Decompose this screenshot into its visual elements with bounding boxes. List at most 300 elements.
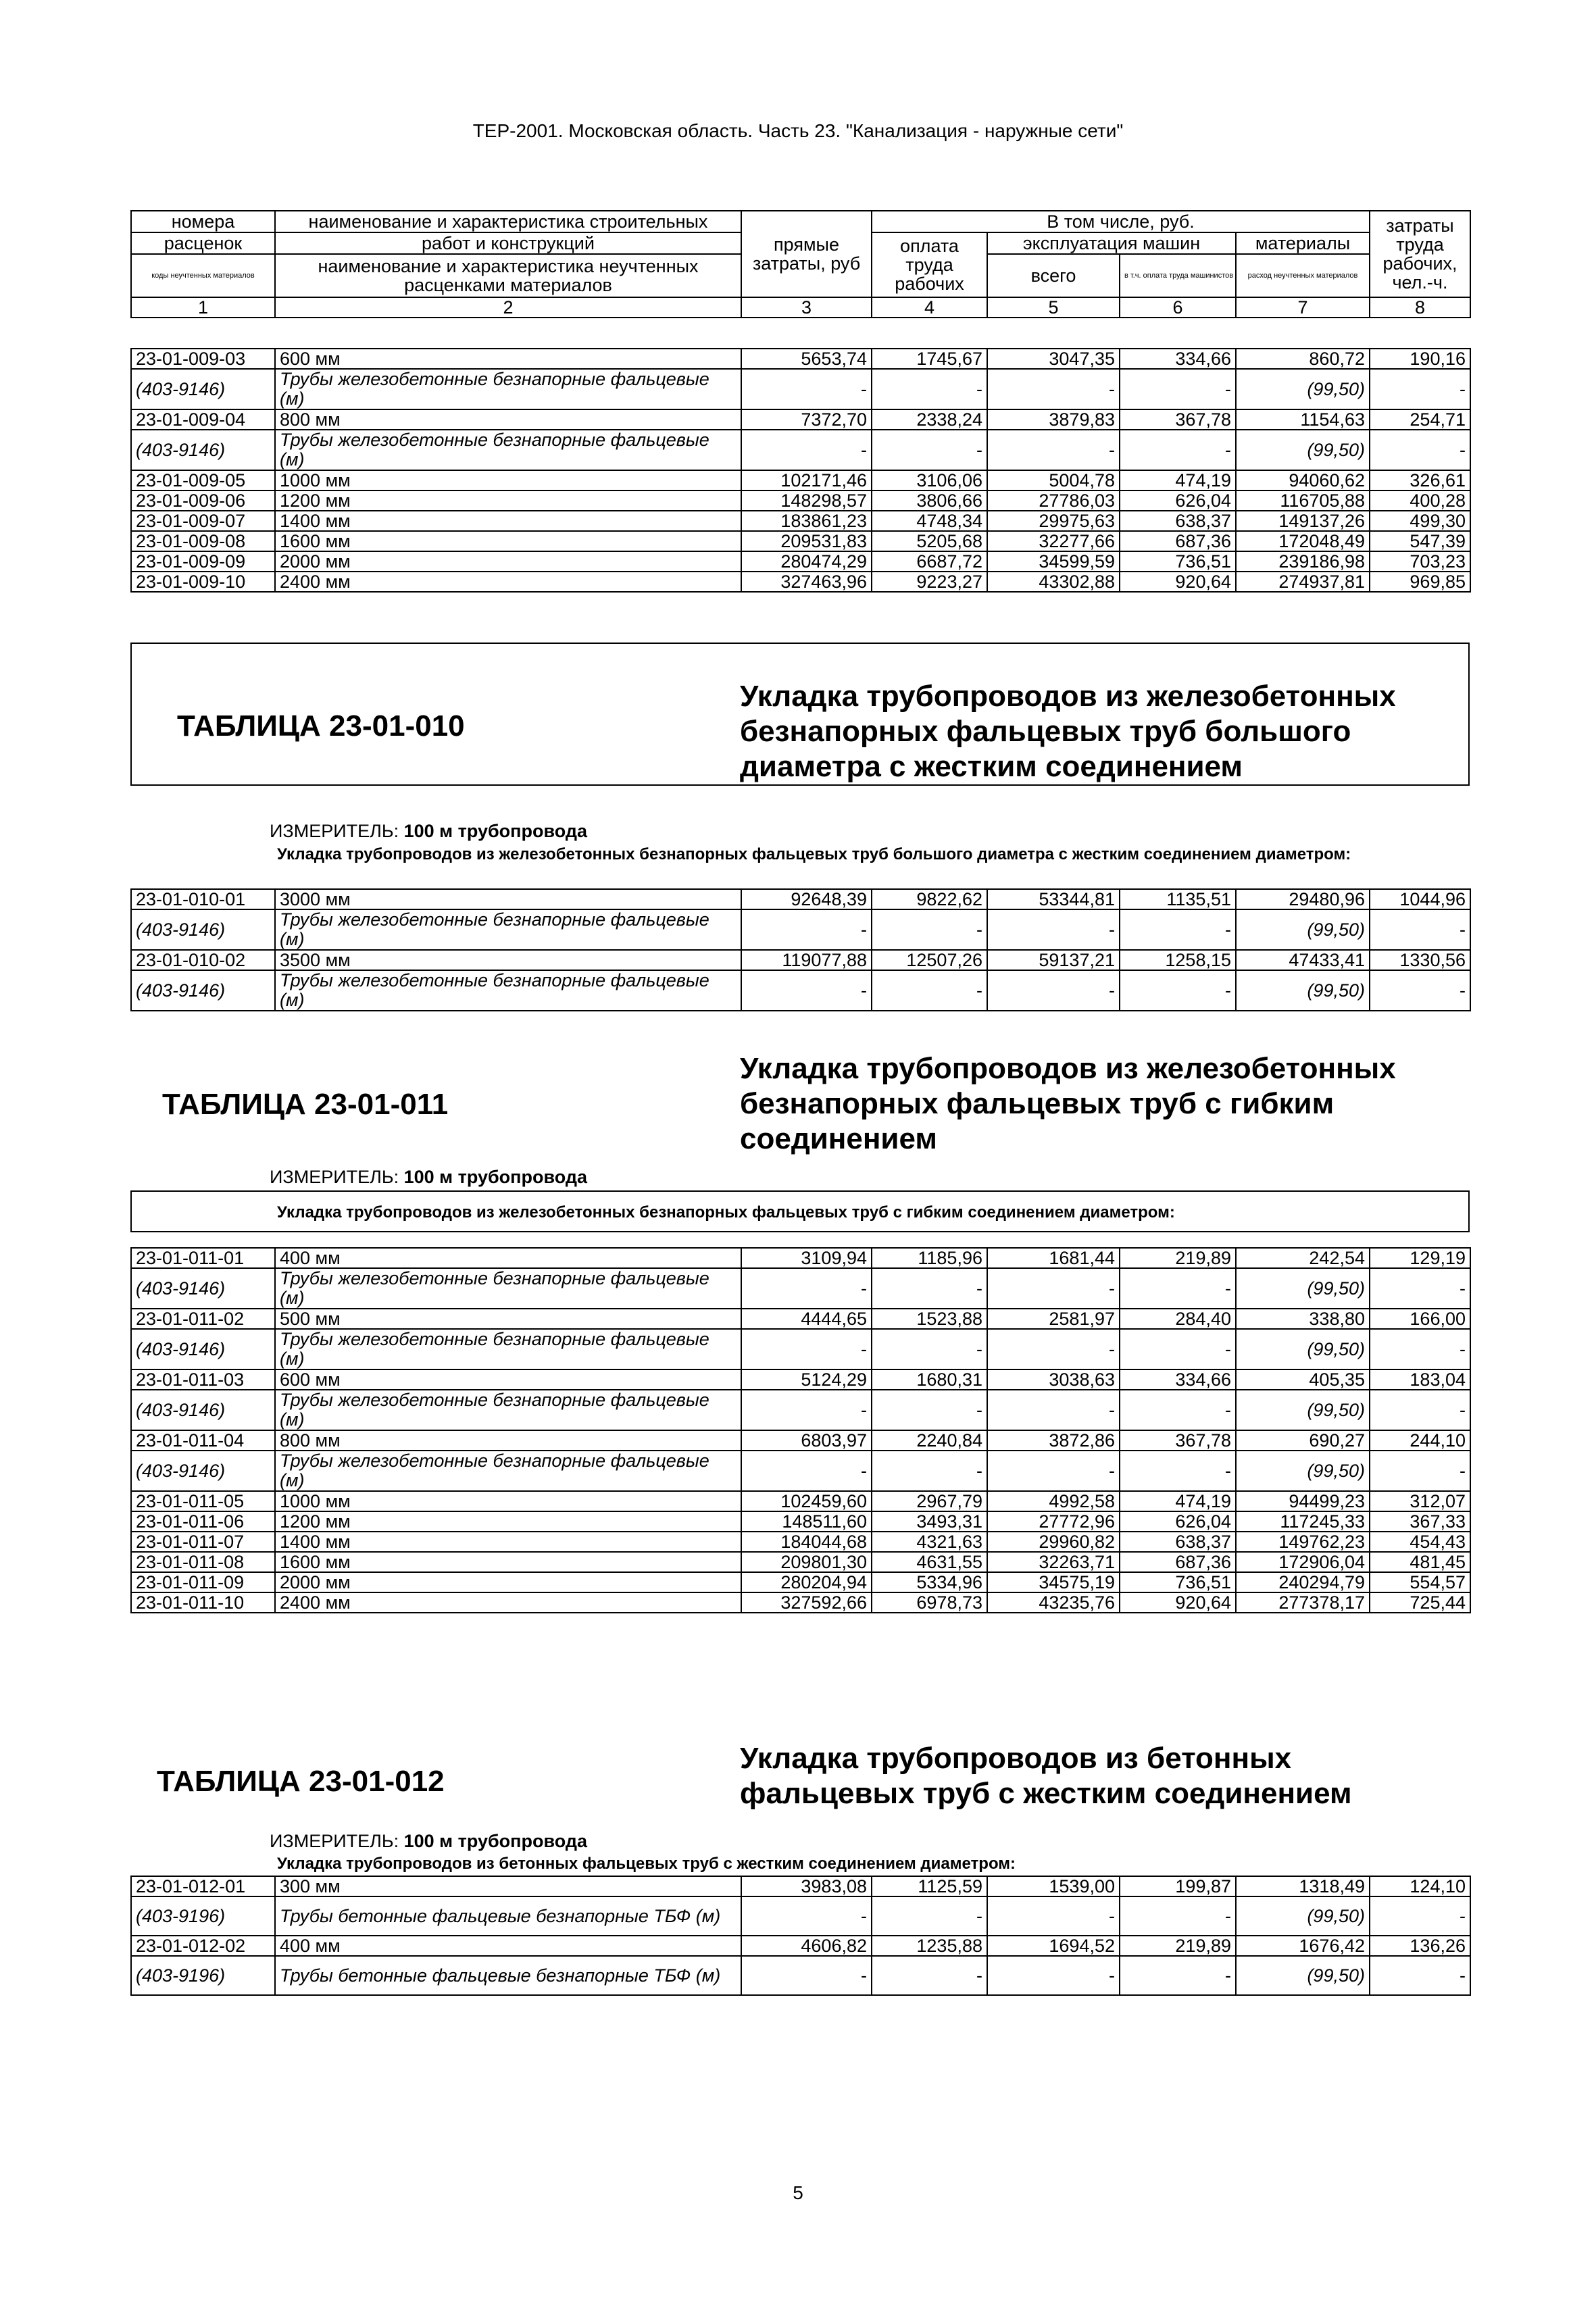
- table-row: [131, 491, 1470, 511]
- labor-hours: 454,43: [1370, 1532, 1470, 1552]
- labor-hours: 166,00: [1370, 1309, 1470, 1329]
- meter-label: ИЗМЕРИТЕЛЬ:: [270, 821, 399, 841]
- col-machines: эксплуатация машин: [987, 232, 1236, 254]
- rate-code: 23-01-009-08: [131, 531, 275, 551]
- table-row: [131, 551, 1470, 572]
- dash-cell: -: [741, 970, 872, 1011]
- col-num: 1: [131, 297, 275, 318]
- material-qty: (99,50): [1236, 430, 1370, 470]
- dash-cell: -: [987, 1329, 1120, 1369]
- col-num: 7: [1236, 297, 1370, 318]
- material-name: Трубы железобетонные безнапорные фальцевые (м): [275, 430, 741, 470]
- machine-cost: 1694,52: [987, 1936, 1120, 1956]
- work-name: 800 мм: [275, 409, 741, 430]
- work-name: 1400 мм: [275, 511, 741, 531]
- material-qty: (99,50): [1236, 1268, 1370, 1309]
- material-qty: (99,50): [1236, 1451, 1370, 1491]
- table-row: [131, 1876, 1470, 1896]
- material-qty: (99,50): [1236, 970, 1370, 1011]
- work-name: 300 мм: [275, 1876, 741, 1896]
- work-name: 2400 мм: [275, 572, 741, 592]
- machinist-pay: 626,04: [1120, 1511, 1236, 1532]
- dash-cell: -: [741, 1451, 872, 1491]
- rate-code: 23-01-011-06: [131, 1511, 275, 1532]
- machinist-pay: 367,78: [1120, 409, 1236, 430]
- machinist-pay: 920,64: [1120, 1592, 1236, 1613]
- dash-cell: -: [987, 1390, 1120, 1430]
- col-code-top: номера: [131, 211, 275, 232]
- labor-hours: 326,61: [1370, 470, 1470, 491]
- material-code: (403-9146): [131, 909, 275, 950]
- work-name: 1600 мм: [275, 1552, 741, 1572]
- col-mat-small: расход неучтенных материалов: [1236, 254, 1370, 297]
- material-qty: (99,50): [1236, 1329, 1370, 1369]
- rate-code: 23-01-011-04: [131, 1430, 275, 1451]
- machinist-pay: 638,37: [1120, 511, 1236, 531]
- material-cost: 1154,63: [1236, 409, 1370, 430]
- material-qty: (99,50): [1236, 1390, 1370, 1430]
- dash-cell: -: [741, 1390, 872, 1430]
- labor-pay: 3106,06: [872, 470, 987, 491]
- rate-code: 23-01-011-01: [131, 1248, 275, 1268]
- machinist-pay: 284,40: [1120, 1309, 1236, 1329]
- table-row: [131, 1936, 1470, 1956]
- dash-cell: -: [1370, 970, 1470, 1011]
- section-011-label: ТАБЛИЦА 23-01-011: [162, 1088, 449, 1121]
- material-code: (403-9146): [131, 1451, 275, 1491]
- labor-pay: 6978,73: [872, 1592, 987, 1613]
- machine-cost: 53344,81: [987, 889, 1120, 909]
- machine-cost: 1681,44: [987, 1248, 1120, 1268]
- rate-code: 23-01-009-06: [131, 491, 275, 511]
- dash-cell: -: [1370, 1329, 1470, 1369]
- material-row: [131, 909, 1470, 950]
- table-row: [131, 1309, 1470, 1329]
- material-row: [131, 369, 1470, 409]
- labor-hours: 190,16: [1370, 349, 1470, 369]
- dash-cell: -: [872, 970, 987, 1011]
- labor-pay: 9223,27: [872, 572, 987, 592]
- labor-pay: 1680,31: [872, 1369, 987, 1390]
- direct-cost: 4606,82: [741, 1936, 872, 1956]
- column-header-table: [130, 210, 1471, 318]
- work-name: 600 мм: [275, 349, 741, 369]
- dash-cell: -: [987, 1268, 1120, 1309]
- table-row: [131, 531, 1470, 551]
- machinist-pay: 219,89: [1120, 1248, 1236, 1268]
- direct-cost: 280204,94: [741, 1572, 872, 1592]
- section-012-subhead: Укладка трубопроводов из бетонных фальцевых труб с жестким соединением диаметром:: [277, 1855, 1016, 1873]
- rate-code: 23-01-009-03: [131, 349, 275, 369]
- machine-cost: 27772,96: [987, 1511, 1120, 1532]
- rate-code: 23-01-011-05: [131, 1491, 275, 1511]
- material-name: Трубы железобетонные безнапорные фальцевые (м): [275, 970, 741, 1011]
- machine-cost: 4992,58: [987, 1491, 1120, 1511]
- machine-cost: 3047,35: [987, 349, 1120, 369]
- material-cost: 1676,42: [1236, 1936, 1370, 1956]
- table-row: [131, 889, 1470, 909]
- dash-cell: -: [987, 1956, 1120, 1995]
- table-row: [131, 1572, 1470, 1592]
- labor-hours: 183,04: [1370, 1369, 1470, 1390]
- table-row: [131, 1552, 1470, 1572]
- material-code: (403-9196): [131, 1956, 275, 1995]
- machine-cost: 32277,66: [987, 531, 1120, 551]
- col-total: всего: [987, 254, 1120, 297]
- material-cost: 172048,49: [1236, 531, 1370, 551]
- machinist-pay: 1135,51: [1120, 889, 1236, 909]
- column-number-row: [131, 297, 1470, 318]
- labor-hours: 254,71: [1370, 409, 1470, 430]
- dash-cell: -: [741, 430, 872, 470]
- work-name: 1200 мм: [275, 1511, 741, 1532]
- material-code: (403-9146): [131, 1390, 275, 1430]
- rate-code: 23-01-011-02: [131, 1309, 275, 1329]
- col-name-low-1: наименование и характеристика неучтенных: [318, 256, 699, 276]
- direct-cost: 7372,70: [741, 409, 872, 430]
- rate-code: 23-01-009-09: [131, 551, 275, 572]
- work-name: 1000 мм: [275, 470, 741, 491]
- dash-cell: -: [987, 909, 1120, 950]
- machinist-pay: 334,66: [1120, 1369, 1236, 1390]
- table-23-01-012: [130, 1876, 1471, 1996]
- dash-cell: -: [1120, 1268, 1236, 1309]
- labor-hours: 481,45: [1370, 1552, 1470, 1572]
- material-cost: 172906,04: [1236, 1552, 1370, 1572]
- material-cost: 860,72: [1236, 349, 1370, 369]
- machine-cost: 34575,19: [987, 1572, 1120, 1592]
- dash-cell: -: [1120, 1329, 1236, 1369]
- meter-value: 100 м трубопровода: [403, 821, 587, 841]
- machinist-pay: 474,19: [1120, 1491, 1236, 1511]
- dash-cell: -: [872, 1896, 987, 1936]
- work-name: 400 мм: [275, 1248, 741, 1268]
- material-row: [131, 1956, 1470, 1995]
- dash-cell: -: [987, 970, 1120, 1011]
- material-name: Трубы железобетонные безнапорные фальцевые (м): [275, 1451, 741, 1491]
- dash-cell: -: [872, 1390, 987, 1430]
- work-name: 1200 мм: [275, 491, 741, 511]
- dash-cell: -: [872, 430, 987, 470]
- direct-cost: 5124,29: [741, 1369, 872, 1390]
- dash-cell: -: [1370, 909, 1470, 950]
- col-incl: В том числе, руб.: [872, 211, 1370, 232]
- material-cost: 405,35: [1236, 1369, 1370, 1390]
- work-name: 800 мм: [275, 1430, 741, 1451]
- material-qty: (99,50): [1236, 1896, 1370, 1936]
- machinist-pay: 1258,15: [1120, 950, 1236, 970]
- material-cost: 116705,88: [1236, 491, 1370, 511]
- work-name: 1000 мм: [275, 1491, 741, 1511]
- material-code: (403-9146): [131, 970, 275, 1011]
- section-012-title: Укладка трубопроводов из бетонных фальцевых труб с жестким соединением: [740, 1742, 1352, 1810]
- col-num: 8: [1370, 297, 1470, 318]
- labor-hours: 969,85: [1370, 572, 1470, 592]
- machine-cost: 43302,88: [987, 572, 1120, 592]
- material-cost: 94499,23: [1236, 1491, 1370, 1511]
- machinist-pay: 736,51: [1120, 551, 1236, 572]
- labor-pay: 1235,88: [872, 1936, 987, 1956]
- dash-cell: -: [1370, 1896, 1470, 1936]
- work-name: 3500 мм: [275, 950, 741, 970]
- section-010-subhead: Укладка трубопроводов из железобетонных безнапорных фальцевых труб большого диаметра с жестким соединением диаметром:: [277, 845, 1351, 863]
- material-name: Трубы железобетонные безнапорные фальцевые (м): [275, 369, 741, 409]
- material-cost: 149762,23: [1236, 1532, 1370, 1552]
- rate-code: 23-01-011-10: [131, 1592, 275, 1613]
- dash-cell: -: [872, 1956, 987, 1995]
- dash-cell: -: [987, 369, 1120, 409]
- rate-code: 23-01-010-01: [131, 889, 275, 909]
- col-num: 2: [275, 297, 741, 318]
- material-cost: 29480,96: [1236, 889, 1370, 909]
- dash-cell: -: [1370, 430, 1470, 470]
- col-pay: оплата труда рабочих: [872, 232, 987, 297]
- table-23-01-011: [130, 1247, 1471, 1613]
- machinist-pay: 199,87: [1120, 1876, 1236, 1896]
- labor-hours: 703,23: [1370, 551, 1470, 572]
- direct-cost: 6803,97: [741, 1430, 872, 1451]
- rate-code: 23-01-009-10: [131, 572, 275, 592]
- machine-cost: 34599,59: [987, 551, 1120, 572]
- labor-pay: 4321,63: [872, 1532, 987, 1552]
- col-incl-pay: в т.ч. оплата труда машинистов: [1120, 254, 1236, 297]
- material-row: [131, 1329, 1470, 1369]
- labor-pay: 1125,59: [872, 1876, 987, 1896]
- material-cost: 94060,62: [1236, 470, 1370, 491]
- table-row: [131, 409, 1470, 430]
- dash-cell: -: [1370, 1390, 1470, 1430]
- machine-cost: 59137,21: [987, 950, 1120, 970]
- table-row: [131, 950, 1470, 970]
- material-cost: 149137,26: [1236, 511, 1370, 531]
- dash-cell: -: [872, 1268, 987, 1309]
- labor-pay: 3806,66: [872, 491, 987, 511]
- labor-pay: 4631,55: [872, 1552, 987, 1572]
- labor-pay: 1185,96: [872, 1248, 987, 1268]
- machine-cost: 5004,78: [987, 470, 1120, 491]
- labor-pay: 6687,72: [872, 551, 987, 572]
- material-cost: 240294,79: [1236, 1572, 1370, 1592]
- labor-hours: 244,10: [1370, 1430, 1470, 1451]
- material-qty: (99,50): [1236, 369, 1370, 409]
- material-cost: 277378,17: [1236, 1592, 1370, 1613]
- work-name: 600 мм: [275, 1369, 741, 1390]
- machine-cost: 27786,03: [987, 491, 1120, 511]
- labor-hours: 1330,56: [1370, 950, 1470, 970]
- labor-hours: 400,28: [1370, 491, 1470, 511]
- material-code: (403-9146): [131, 1329, 275, 1369]
- labor-pay: 2338,24: [872, 409, 987, 430]
- section-011-title: Укладка трубопроводов из железобетонных безнапорных фальцевых труб с гибким соединением: [740, 1052, 1396, 1155]
- machinist-pay: 736,51: [1120, 1572, 1236, 1592]
- col-num: 6: [1120, 297, 1236, 318]
- machinist-pay: 638,37: [1120, 1532, 1236, 1552]
- dash-cell: -: [1120, 909, 1236, 950]
- material-qty: (99,50): [1236, 1956, 1370, 1995]
- machinist-pay: 219,89: [1120, 1936, 1236, 1956]
- rate-code: 23-01-011-09: [131, 1572, 275, 1592]
- direct-cost: 102459,60: [741, 1491, 872, 1511]
- rate-code: 23-01-011-03: [131, 1369, 275, 1390]
- material-name: Трубы железобетонные безнапорные фальцевые (м): [275, 909, 741, 950]
- labor-pay: 1745,67: [872, 349, 987, 369]
- dash-cell: -: [741, 1329, 872, 1369]
- direct-cost: 3983,08: [741, 1876, 872, 1896]
- material-code: (403-9196): [131, 1896, 275, 1936]
- machine-cost: 43235,76: [987, 1592, 1120, 1613]
- labor-pay: 2967,79: [872, 1491, 987, 1511]
- direct-cost: 4444,65: [741, 1309, 872, 1329]
- table-row: [131, 572, 1470, 592]
- direct-cost: 209801,30: [741, 1552, 872, 1572]
- labor-hours: 367,33: [1370, 1511, 1470, 1532]
- rate-code: 23-01-009-05: [131, 470, 275, 491]
- material-row: [131, 1451, 1470, 1491]
- work-name: 2000 мм: [275, 1572, 741, 1592]
- material-row: [131, 430, 1470, 470]
- labor-hours: 725,44: [1370, 1592, 1470, 1613]
- machinist-pay: 687,36: [1120, 531, 1236, 551]
- table-row: [131, 1511, 1470, 1532]
- dash-cell: -: [987, 1451, 1120, 1491]
- direct-cost: 184044,68: [741, 1532, 872, 1552]
- table-row: [131, 1248, 1470, 1268]
- material-code: (403-9146): [131, 369, 275, 409]
- labor-hours: 129,19: [1370, 1248, 1470, 1268]
- dash-cell: -: [1120, 1896, 1236, 1936]
- direct-cost: 209531,83: [741, 531, 872, 551]
- page-header: ТЕР-2001. Московская область. Часть 23. "Канализация - наружные сети": [472, 120, 1124, 141]
- machinist-pay: 626,04: [1120, 491, 1236, 511]
- table-23-01-009: [130, 348, 1471, 593]
- col-direct: прямые затраты, руб: [741, 211, 872, 297]
- machine-cost: 32263,71: [987, 1552, 1120, 1572]
- material-code: (403-9146): [131, 1268, 275, 1309]
- dash-cell: -: [872, 909, 987, 950]
- dash-cell: -: [741, 909, 872, 950]
- direct-cost: 148511,60: [741, 1511, 872, 1532]
- section-011-subhead: Укладка трубопроводов из железобетонных безнапорных фальцевых труб с гибким соединением диаметром:: [277, 1203, 1175, 1222]
- rate-code: 23-01-011-07: [131, 1532, 275, 1552]
- direct-cost: 119077,88: [741, 950, 872, 970]
- col-name-low: [275, 254, 741, 297]
- section-010-label: ТАБЛИЦА 23-01-010: [177, 709, 465, 743]
- labor-pay: 2240,84: [872, 1430, 987, 1451]
- meter-value: 100 м трубопровода: [403, 1831, 587, 1851]
- direct-cost: 102171,46: [741, 470, 872, 491]
- labor-hours: 124,10: [1370, 1876, 1470, 1896]
- col-code-small: коды неучтенных материалов: [131, 254, 275, 297]
- work-name: 1400 мм: [275, 1532, 741, 1552]
- col-labor: затраты труда рабочих, чел.-ч.: [1370, 211, 1470, 297]
- labor-hours: 1044,96: [1370, 889, 1470, 909]
- section-010-meter: [270, 821, 587, 842]
- meter-label: ИЗМЕРИТЕЛЬ:: [270, 1831, 399, 1851]
- labor-hours: 312,07: [1370, 1491, 1470, 1511]
- material-name: Трубы бетонные фальцевые безнапорные ТБФ (м): [275, 1896, 741, 1936]
- machine-cost: 3038,63: [987, 1369, 1120, 1390]
- dash-cell: -: [872, 369, 987, 409]
- material-cost: 47433,41: [1236, 950, 1370, 970]
- dash-cell: -: [1120, 1390, 1236, 1430]
- material-cost: 1318,49: [1236, 1876, 1370, 1896]
- material-name: Трубы бетонные фальцевые безнапорные ТБФ (м): [275, 1956, 741, 1995]
- col-num: 5: [987, 297, 1120, 318]
- table-row: [131, 470, 1470, 491]
- labor-pay: 12507,26: [872, 950, 987, 970]
- dash-cell: -: [741, 1268, 872, 1309]
- labor-pay: 5334,96: [872, 1572, 987, 1592]
- dash-cell: -: [987, 1896, 1120, 1936]
- labor-pay: 4748,34: [872, 511, 987, 531]
- material-cost: 117245,33: [1236, 1511, 1370, 1532]
- table-row: [131, 511, 1470, 531]
- labor-hours: 499,30: [1370, 511, 1470, 531]
- dash-cell: -: [1120, 970, 1236, 1011]
- labor-pay: 1523,88: [872, 1309, 987, 1329]
- material-row: [131, 1268, 1470, 1309]
- table-row: [131, 1592, 1470, 1613]
- material-cost: 274937,81: [1236, 572, 1370, 592]
- dash-cell: -: [1370, 1956, 1470, 1995]
- meter-label: ИЗМЕРИТЕЛЬ:: [270, 1167, 399, 1187]
- labor-hours: 136,26: [1370, 1936, 1470, 1956]
- material-name: Трубы железобетонные безнапорные фальцевые (м): [275, 1390, 741, 1430]
- dash-cell: -: [1120, 369, 1236, 409]
- dash-cell: -: [741, 369, 872, 409]
- section-011-meter: [270, 1167, 587, 1188]
- machine-cost: 3872,86: [987, 1430, 1120, 1451]
- dash-cell: -: [1120, 1956, 1236, 1995]
- material-cost: 242,54: [1236, 1248, 1370, 1268]
- meter-value: 100 м трубопровода: [403, 1167, 587, 1187]
- dash-cell: -: [1370, 1451, 1470, 1491]
- material-row: [131, 970, 1470, 1011]
- table-row: [131, 349, 1470, 369]
- rate-code: 23-01-012-02: [131, 1936, 275, 1956]
- material-code: (403-9146): [131, 430, 275, 470]
- section-010-title: Укладка трубопроводов из железобетонных безнапорных фальцевых труб большого диаметра с жестким соединением: [740, 680, 1396, 783]
- table-row: [131, 1430, 1470, 1451]
- dash-cell: -: [872, 1451, 987, 1491]
- rate-code: 23-01-012-01: [131, 1876, 275, 1896]
- work-name: 500 мм: [275, 1309, 741, 1329]
- material-cost: 338,80: [1236, 1309, 1370, 1329]
- machinist-pay: 687,36: [1120, 1552, 1236, 1572]
- machine-cost: 3879,83: [987, 409, 1120, 430]
- work-name: 2400 мм: [275, 1592, 741, 1613]
- dash-cell: -: [1370, 1268, 1470, 1309]
- machine-cost: 29975,63: [987, 511, 1120, 531]
- direct-cost: 280474,29: [741, 551, 872, 572]
- material-cost: 690,27: [1236, 1430, 1370, 1451]
- machinist-pay: 474,19: [1120, 470, 1236, 491]
- machinist-pay: 367,78: [1120, 1430, 1236, 1451]
- material-row: [131, 1390, 1470, 1430]
- machine-cost: 29960,82: [987, 1532, 1120, 1552]
- machine-cost: 1539,00: [987, 1876, 1120, 1896]
- dash-cell: -: [987, 430, 1120, 470]
- section-012-meter: [270, 1831, 587, 1852]
- material-qty: (99,50): [1236, 909, 1370, 950]
- work-name: 3000 мм: [275, 889, 741, 909]
- labor-hours: 554,57: [1370, 1572, 1470, 1592]
- direct-cost: 3109,94: [741, 1248, 872, 1268]
- rate-code: 23-01-009-07: [131, 511, 275, 531]
- col-name-low-2: расценками материалов: [404, 275, 612, 295]
- material-name: Трубы железобетонные безнапорные фальцевые (м): [275, 1268, 741, 1309]
- table-row: [131, 1369, 1470, 1390]
